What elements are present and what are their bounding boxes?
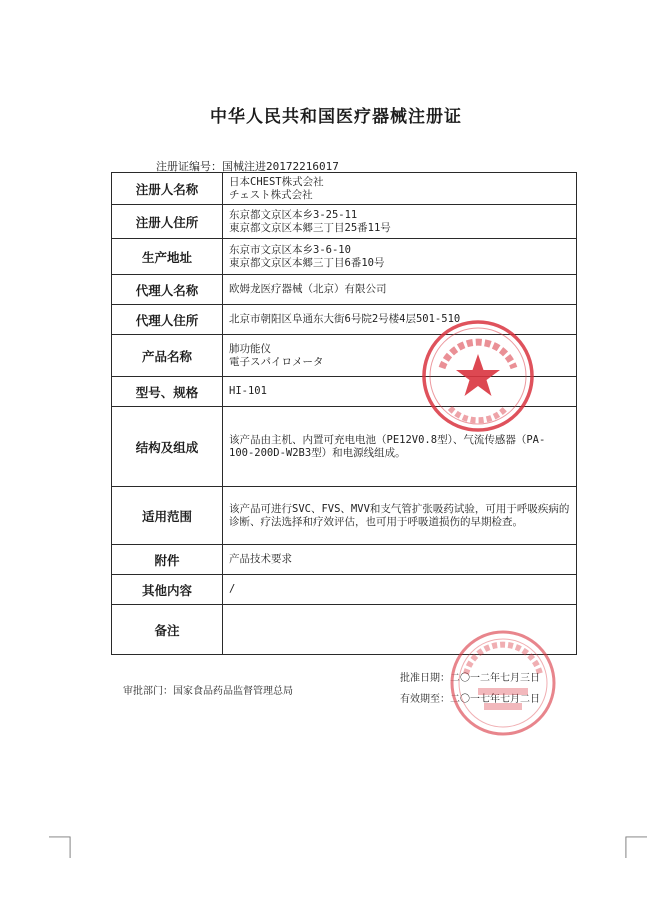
- row-value: [223, 275, 577, 305]
- row-label: 代理人名称: [112, 275, 223, 305]
- row-label: 结构及组成: [112, 407, 223, 487]
- value-line: 东京都文京区本乡3-25-11: [229, 208, 358, 221]
- row-label: 注册人住所: [112, 205, 223, 239]
- value-line: チェスト株式会社: [229, 188, 313, 201]
- row-production-address: [112, 239, 577, 275]
- row-label: 生产地址: [112, 239, 223, 275]
- row-value: [223, 575, 577, 605]
- row-label: 其他内容: [112, 575, 223, 605]
- row-label: 适用范围: [112, 487, 223, 545]
- row-label: 型号、规格: [112, 377, 223, 407]
- value-line: 该产品由主机、内置可充电电池（PE12V0.8型）、气流传感器（PA-100-200D-W2B3型）和电源线组成。: [229, 433, 546, 459]
- row-value: [223, 239, 577, 275]
- row-value: [223, 545, 577, 575]
- approval-date-label: 批准日期：: [400, 673, 450, 684]
- row-agent-name: [112, 275, 577, 305]
- value-line: 北京市朝阳区阜通东大街6号院2号楼4层501-510: [229, 313, 461, 325]
- value-line: 欧姆龙医疗器械（北京）有限公司: [229, 283, 387, 295]
- crop-mark-icon: [48, 836, 72, 858]
- row-other: [112, 575, 577, 605]
- row-scope: [112, 487, 577, 545]
- document-title: 中华人民共和国医疗器械注册证: [210, 107, 462, 127]
- row-value: [223, 205, 577, 239]
- row-label: 代理人住所: [112, 305, 223, 335]
- value-line: HI-101: [229, 385, 267, 397]
- value-line: 东京市文京区本乡3-6-10: [229, 243, 351, 256]
- value-line: 日本CHEST株式会社: [229, 175, 324, 188]
- row-registrant-address: [112, 205, 577, 239]
- approval-department-label: 审批部门：: [123, 686, 173, 697]
- authority-seal-icon: [448, 628, 558, 738]
- row-label: 附件: [112, 545, 223, 575]
- value-line: 東京都文京区本郷三丁目25番11号: [229, 221, 391, 234]
- approval-department-name: 国家食品药品监督管理总局: [173, 686, 293, 697]
- approval-department: [123, 682, 293, 697]
- row-value: [223, 487, 577, 545]
- row-label: 产品名称: [112, 335, 223, 377]
- value-line: 该产品可进行SVC、FVS、MVV和支气管扩张吸药试验，可用于呼吸疾病的诊断、疗法选择和疗效评估，也可用于呼吸道损伤的早期检查。: [229, 502, 570, 528]
- row-label: 注册人名称: [112, 173, 223, 205]
- value-line: 肺功能仪: [229, 342, 271, 355]
- crop-mark-icon: [624, 836, 648, 858]
- value-line: 产品技术要求: [229, 553, 292, 565]
- value-line: 東京都文京区本郷三丁目6番10号: [229, 256, 385, 269]
- approval-date-value: 二〇一二年七月三日: [450, 673, 540, 684]
- agent-company-seal-icon: [420, 318, 536, 434]
- registration-number-label: 注册证编号：: [156, 160, 222, 173]
- row-attachment: [112, 545, 577, 575]
- valid-until-value: 二〇一七年七月二日: [450, 694, 540, 705]
- value-line: /: [229, 583, 236, 595]
- valid-until-label: 有效期至：: [400, 694, 450, 705]
- row-registrant-name: [112, 173, 577, 205]
- row-label: 备注: [112, 605, 223, 655]
- row-value: [223, 173, 577, 205]
- value-line: 電子スパイロメータ: [229, 355, 324, 368]
- registration-number: 国械注进20172216017: [222, 160, 339, 173]
